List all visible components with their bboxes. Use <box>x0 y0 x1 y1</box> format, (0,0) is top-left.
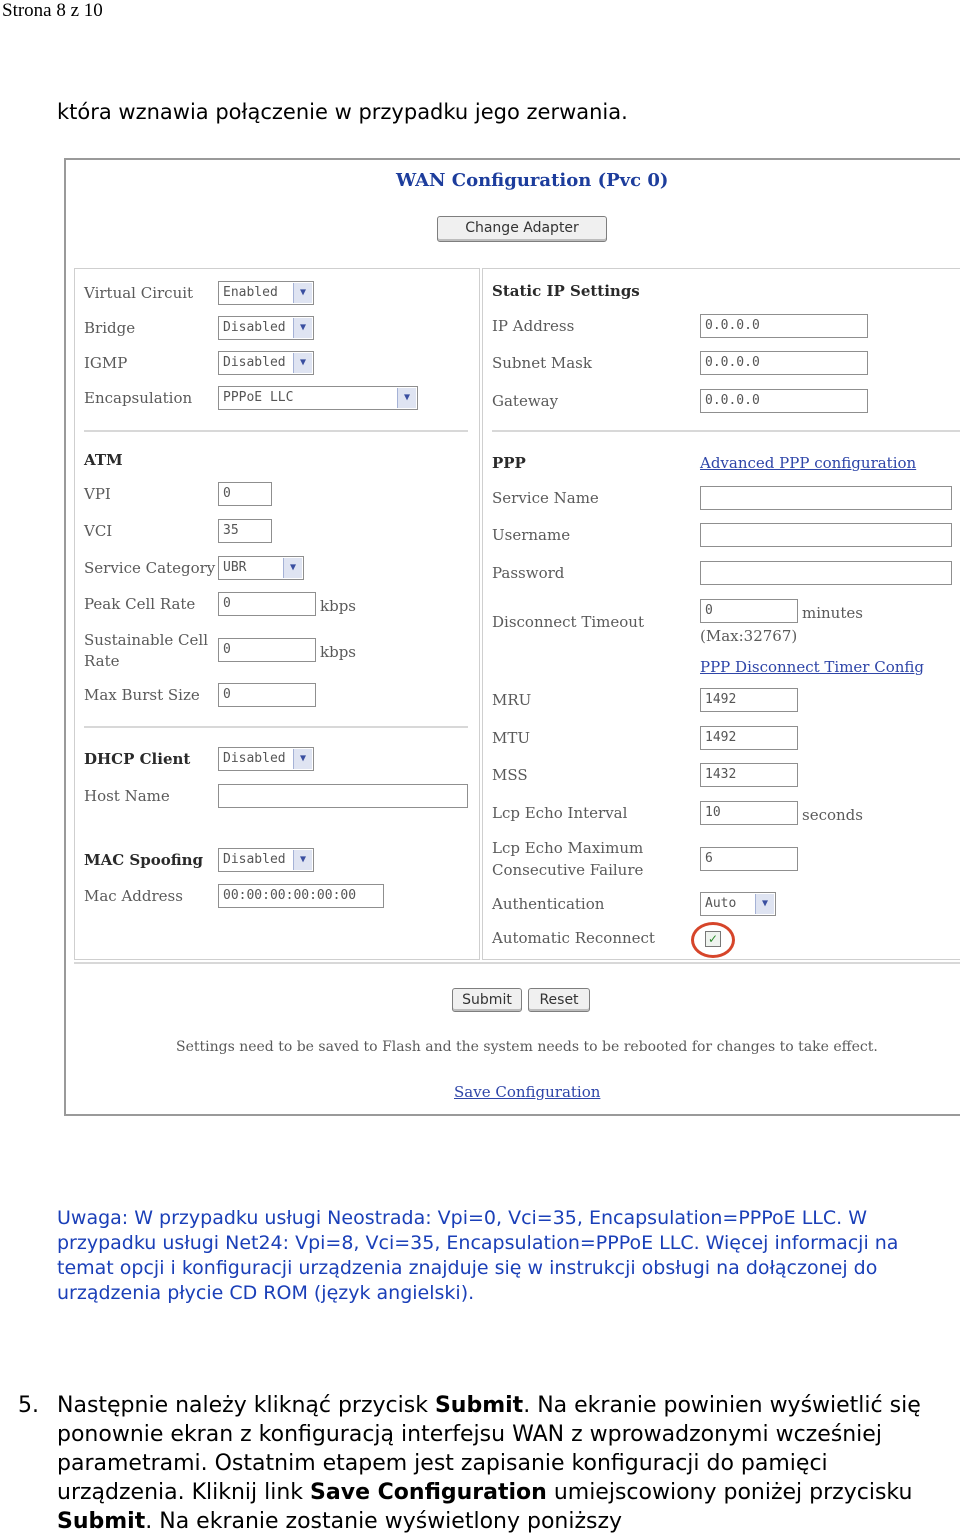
mac-spoofing-label: MAC Spoofing <box>84 851 204 869</box>
reset-button[interactable]: Reset <box>528 988 590 1012</box>
peak-cell-rate-input[interactable]: 0 <box>218 592 316 616</box>
lcp-echo-interval-input[interactable]: 10 <box>700 801 798 825</box>
sustainable-cell-rate-unit: kbps <box>320 643 356 661</box>
mtu-input[interactable]: 1492 <box>700 726 798 750</box>
submit-button[interactable]: Submit <box>452 988 522 1012</box>
igmp-select[interactable]: Disabled ▼ <box>218 351 314 375</box>
bridge-select[interactable]: Disabled ▼ <box>218 316 314 340</box>
vci-input[interactable]: 35 <box>218 519 272 543</box>
max-burst-size-input[interactable]: 0 <box>218 683 316 707</box>
lcp-echo-interval-unit: seconds <box>802 806 863 824</box>
chevron-down-icon: ▼ <box>293 283 312 303</box>
lcp-echo-interval-label: Lcp Echo Interval <box>492 804 628 822</box>
mss-input[interactable]: 1432 <box>700 763 798 787</box>
dhcp-client-label: DHCP Client <box>84 750 191 768</box>
username-input[interactable] <box>700 523 952 547</box>
vpi-label: VPI <box>84 485 111 503</box>
username-label: Username <box>492 526 571 544</box>
disconnect-timeout-unit: minutes <box>802 604 863 622</box>
lcp-echo-max-label-2: Consecutive Failure <box>492 861 644 879</box>
disconnect-timeout-input[interactable]: 0 <box>700 599 798 623</box>
mss-label: MSS <box>492 766 528 784</box>
mac-address-label: Mac Address <box>84 887 183 905</box>
service-category-select[interactable]: UBR ▼ <box>218 556 304 580</box>
sustainable-cell-rate-label-2: Rate <box>84 652 120 670</box>
peak-cell-rate-label: Peak Cell Rate <box>84 595 196 613</box>
authentication-label: Authentication <box>492 895 605 913</box>
step-text: Następnie należy kliknąć przycisk Submit. Na ekranie powinien wyświetlić się ponownie ekran z konfiguracją interfejsu WAN z wprowadzonymi wcześniej parametrami. Ostatnim etapem jest zapisanie konfiguracji do pamięci urządzenia. Kliknij link Save Configuration umiejscowiony poniżej przycisku Submit. Na ekranie zostanie wyświetlony poniższy <box>57 1393 921 1534</box>
divider <box>84 430 468 432</box>
encapsulation-label: Encapsulation <box>84 389 193 407</box>
max-burst-size-label: Max Burst Size <box>84 686 200 704</box>
host-name-input[interactable] <box>218 784 468 808</box>
wan-config-screenshot <box>64 158 960 1116</box>
password-input[interactable] <box>700 561 952 585</box>
virtual-circuit-label: Virtual Circuit <box>84 284 194 302</box>
lcp-echo-max-input[interactable]: 6 <box>700 847 798 871</box>
step-number: 5. <box>18 1393 39 1418</box>
save-notice: Settings need to be saved to Flash and the system needs to be rebooted for changes to take effect. <box>176 1039 878 1055</box>
vpi-input[interactable]: 0 <box>218 482 272 506</box>
peak-cell-rate-unit: kbps <box>320 597 356 615</box>
automatic-reconnect-checkbox[interactable]: ✓ <box>705 931 721 947</box>
service-category-label: Service Category <box>84 559 216 577</box>
disconnect-timeout-max: (Max:32767) <box>700 627 798 645</box>
sustainable-cell-rate-input[interactable]: 0 <box>218 638 316 662</box>
igmp-label: IGMP <box>84 354 128 372</box>
mac-address-input[interactable]: 00:00:00:00:00:00 <box>218 884 384 908</box>
password-label: Password <box>492 564 565 582</box>
gateway-input[interactable]: 0.0.0.0 <box>700 389 868 413</box>
automatic-reconnect-label: Automatic Reconnect <box>492 929 655 947</box>
authentication-select[interactable]: Auto ▼ <box>700 892 776 916</box>
service-name-label: Service Name <box>492 489 599 507</box>
intro-text: która wznawia połączenie w przypadku jego zerwania. <box>57 100 628 124</box>
virtual-circuit-select[interactable]: Enabled ▼ <box>218 281 314 305</box>
service-name-input[interactable] <box>700 486 952 510</box>
mtu-label: MTU <box>492 729 531 747</box>
mru-input[interactable]: 1492 <box>700 688 798 712</box>
static-ip-heading: Static IP Settings <box>492 282 640 300</box>
sustainable-cell-rate-label: Sustainable Cell <box>84 631 208 649</box>
vci-label: VCI <box>84 522 113 540</box>
subnet-mask-input[interactable]: 0.0.0.0 <box>700 351 868 375</box>
chevron-down-icon: ▼ <box>293 749 312 769</box>
divider <box>492 430 960 432</box>
divider <box>74 962 960 964</box>
subnet-mask-label: Subnet Mask <box>492 354 592 372</box>
save-configuration-link[interactable]: Save Configuration <box>454 1083 601 1101</box>
chevron-down-icon: ▼ <box>293 318 312 338</box>
wan-config-title: WAN Configuration (Pvc 0) <box>396 170 669 191</box>
encapsulation-select[interactable]: PPPoE LLC ▼ <box>218 386 418 410</box>
disconnect-timeout-label: Disconnect Timeout <box>492 613 644 631</box>
lcp-echo-max-label: Lcp Echo Maximum <box>492 839 644 857</box>
dhcp-client-select[interactable]: Disabled ▼ <box>218 747 314 771</box>
chevron-down-icon: ▼ <box>293 353 312 373</box>
ppp-disconnect-timer-link[interactable]: PPP Disconnect Timer Config <box>700 658 925 676</box>
gateway-label: Gateway <box>492 392 559 410</box>
chevron-down-icon: ▼ <box>397 388 416 408</box>
note-paragraph: Uwaga: W przypadku usługi Neostrada: Vpi=0, Vci=35, Encapsulation=PPPoE LLC. W przypadku usługi Net24: Vpi=8, Vci=35, Encapsulation=PPPoE LLC. Więcej informacji na temat opcji i konfiguracji urządzenia znajduje się w instrukcji obsługi na dołączonej do urządzenia płycie CD ROM (język angielski). <box>57 1207 899 1304</box>
divider <box>84 726 468 728</box>
ip-address-label: IP Address <box>492 317 575 335</box>
change-adapter-button[interactable]: Change Adapter <box>437 216 607 242</box>
ppp-heading: PPP <box>492 454 526 472</box>
advanced-ppp-link[interactable]: Advanced PPP configuration <box>700 454 917 472</box>
chevron-down-icon: ▼ <box>293 850 312 870</box>
highlight-circle <box>691 922 735 958</box>
ip-address-input[interactable]: 0.0.0.0 <box>700 314 868 338</box>
chevron-down-icon: ▼ <box>755 894 774 914</box>
bridge-label: Bridge <box>84 319 136 337</box>
host-name-label: Host Name <box>84 787 170 805</box>
atm-heading: ATM <box>84 451 123 469</box>
mac-spoofing-select[interactable]: Disabled ▼ <box>218 848 314 872</box>
page-number: Strona 8 z 10 <box>2 0 103 21</box>
chevron-down-icon: ▼ <box>283 558 302 578</box>
mru-label: MRU <box>492 691 532 709</box>
